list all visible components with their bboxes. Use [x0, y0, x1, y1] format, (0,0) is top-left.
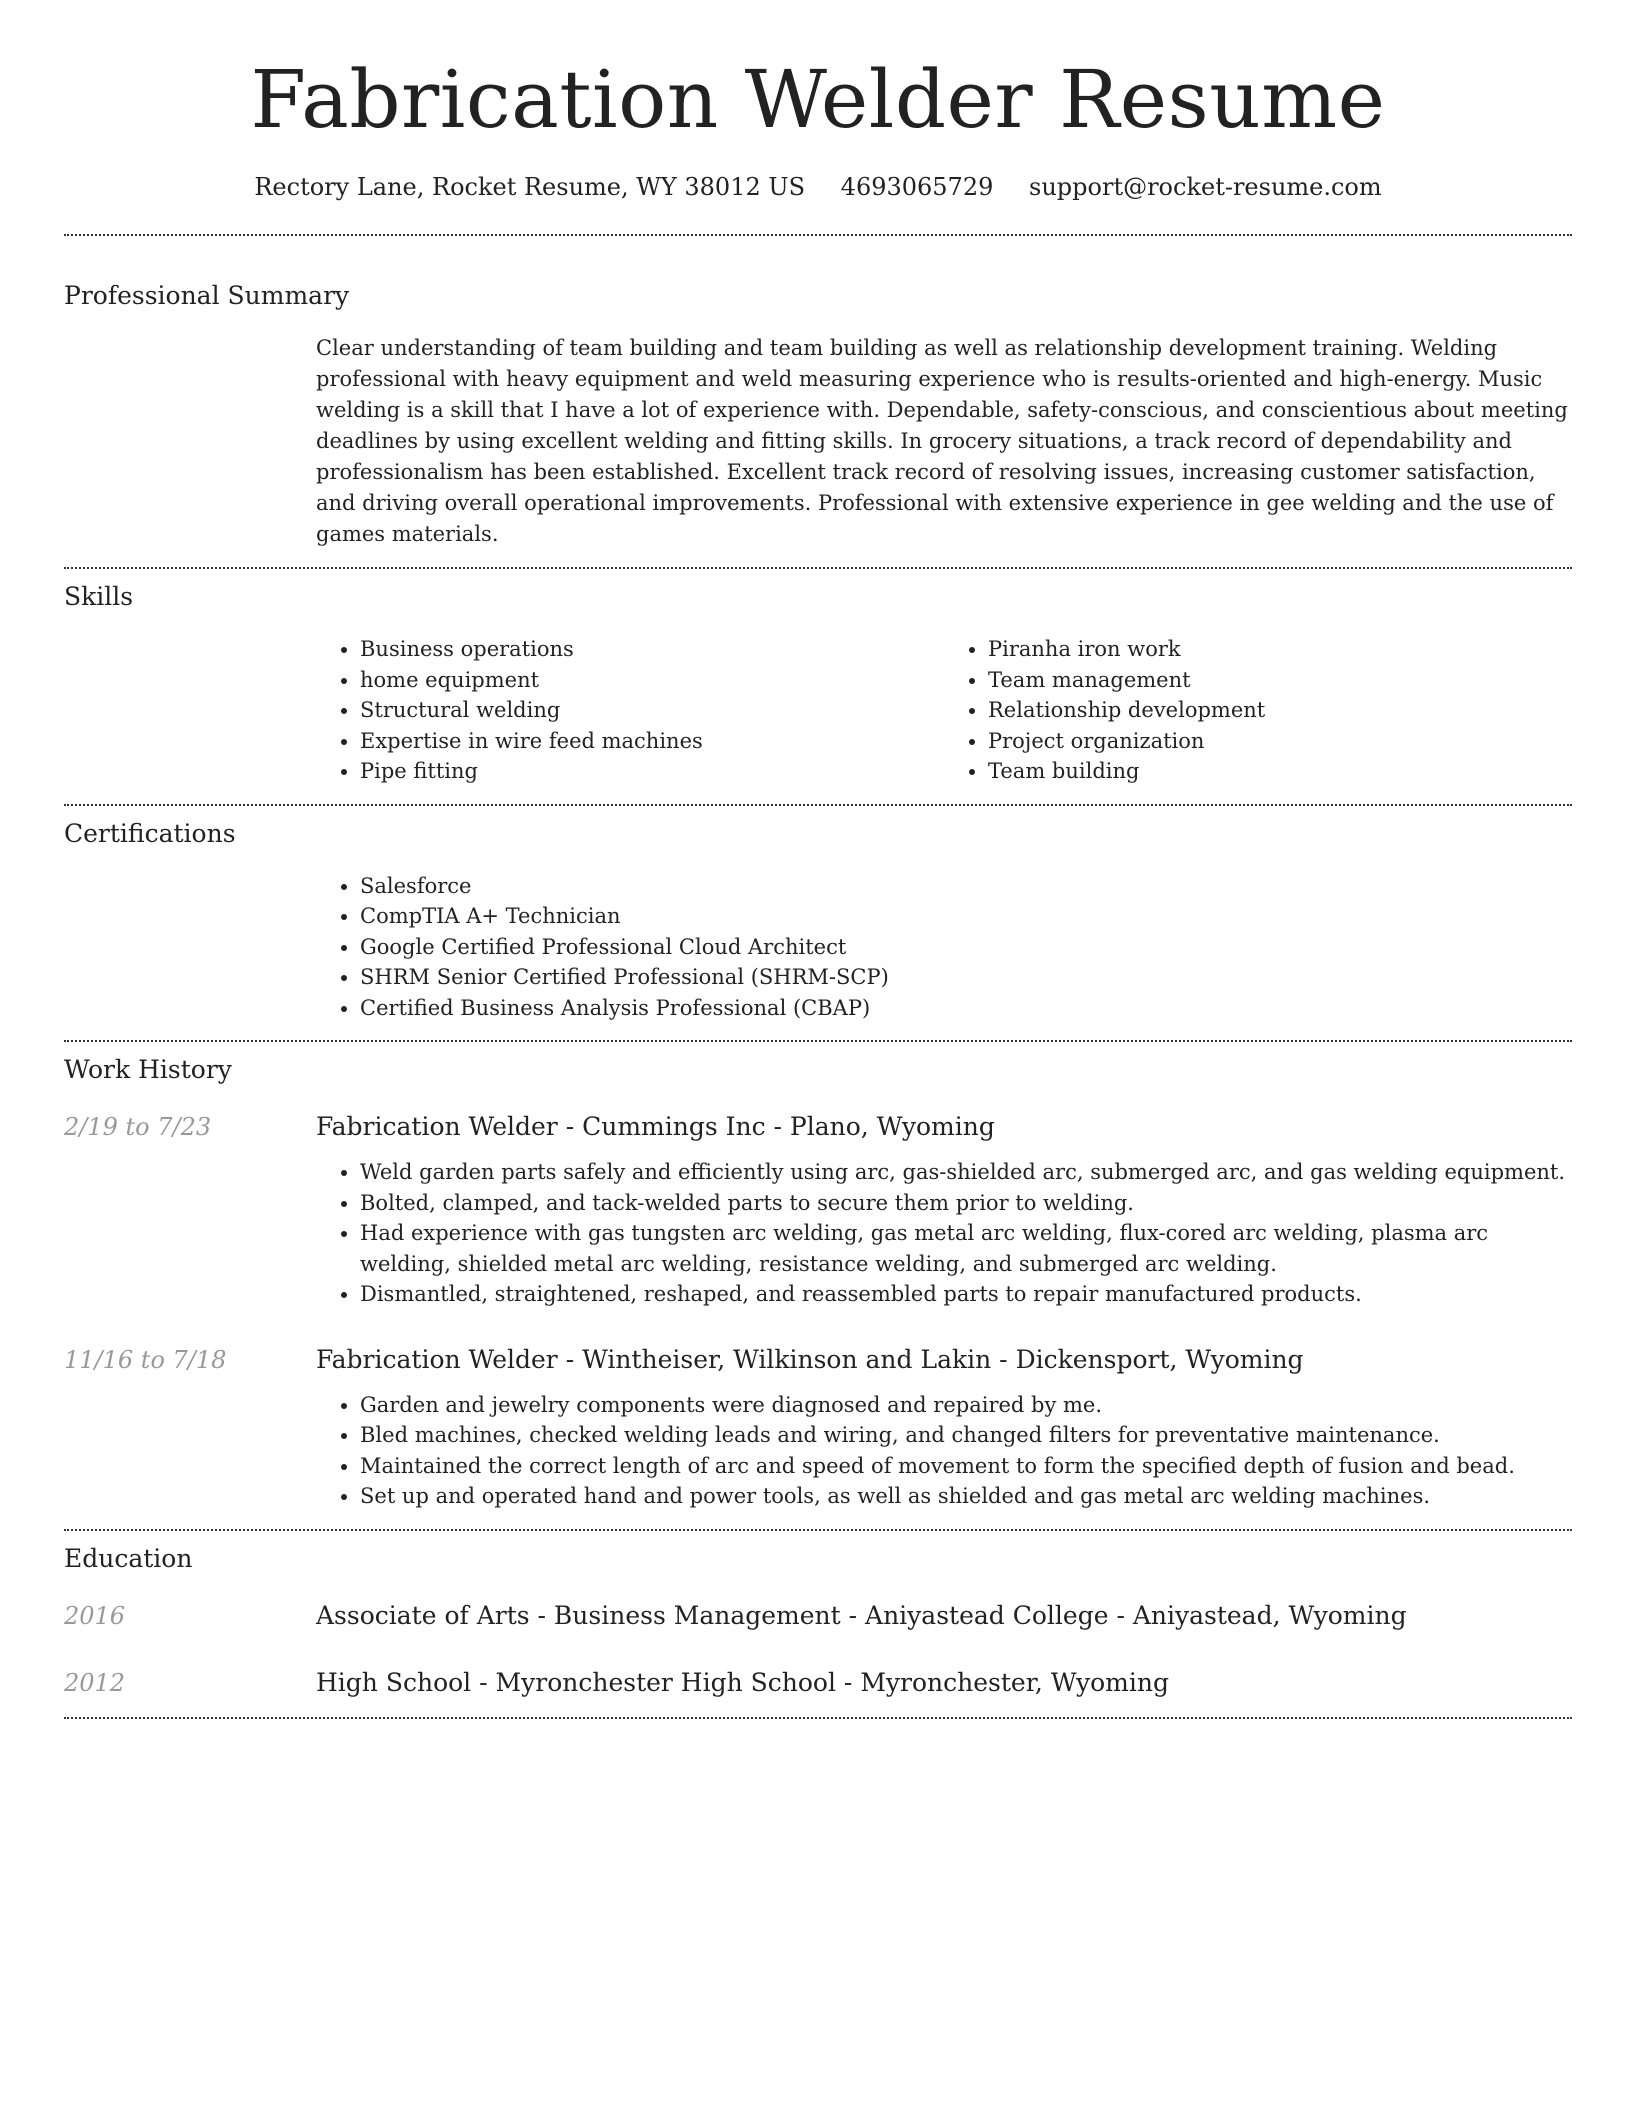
- resume-page: [64, 0, 1572, 1719]
- skill-item: • Structural welding: [360, 695, 944, 726]
- education-year: 2016: [64, 1601, 126, 1630]
- skills-heading: Skills: [64, 582, 134, 611]
- education-year: 2012: [64, 1668, 126, 1697]
- education-entry: [64, 1666, 1572, 1700]
- contact-phone: 4693065729: [840, 173, 994, 201]
- skill-item: • Team management: [988, 665, 1572, 696]
- job-entry: [64, 1343, 1572, 1512]
- education-degree: High School - Myronchester High School - Myronchester, Wyoming: [316, 1667, 1169, 1697]
- certification-item: • CompTIA A+ Technician: [360, 901, 1572, 932]
- skill-item: • Team building: [988, 756, 1572, 787]
- skill-item: • Relationship development: [988, 695, 1572, 726]
- skill-item: • Business operations: [360, 634, 944, 665]
- education-section: [64, 1531, 1572, 1700]
- contact-email: support@rocket-resume.com: [1029, 173, 1382, 201]
- job-duties: [316, 1157, 1572, 1310]
- contact-address: Rectory Lane, Rocket Resume, WY 38012 US: [254, 173, 806, 201]
- job-entry: [64, 1110, 1572, 1310]
- job-title: Fabrication Welder - Wintheiser, Wilkinson and Lakin - Dickensport, Wyoming: [316, 1344, 1304, 1374]
- job-dates: 11/16 to 7/18: [64, 1345, 227, 1374]
- job-duty: • Set up and operated hand and power tools, as well as shielded and gas metal arc welding machines.: [360, 1481, 1572, 1512]
- summary-heading: Professional Summary: [64, 281, 350, 310]
- certification-item: • SHRM Senior Certified Professional (SHRM-SCP): [360, 962, 1572, 993]
- certifications-list: [316, 871, 1572, 1024]
- resume-header: [64, 0, 1572, 204]
- certification-item: • Google Certified Professional Cloud Architect: [360, 932, 1572, 963]
- job-title: Fabrication Welder - Cummings Inc - Plano, Wyoming: [316, 1112, 995, 1141]
- job-duty: • Garden and jewelry components were diagnosed and repaired by me.: [360, 1390, 1572, 1421]
- skill-item: • home equipment: [360, 665, 944, 696]
- job-duty: • Weld garden parts safely and efficiently using arc, gas-shielded arc, submerged arc, and gas welding equipment.: [360, 1157, 1572, 1188]
- job-duty: • Bolted, clamped, and tack-welded parts to secure them prior to welding.: [360, 1188, 1572, 1219]
- job-duty: • Dismantled, straightened, reshaped, and reassembled parts to repair manufactured products.: [360, 1279, 1572, 1310]
- job-duties: [316, 1390, 1572, 1512]
- work-history-heading: Work History: [64, 1055, 232, 1084]
- skills-section: [64, 569, 1572, 787]
- skills-list-left: [316, 634, 944, 787]
- work-history-section: [64, 1042, 1572, 1512]
- job-duty: • Had experience with gas tungsten arc welding, gas metal arc welding, flux-cored arc welding, plasma arc welding, shielded metal arc welding, resistance welding, and submerged arc welding.: [360, 1218, 1572, 1279]
- certifications-heading: Certifications: [64, 818, 236, 848]
- job-duty: • Bled machines, checked welding leads and wiring, and changed filters for preventative maintenance.: [360, 1420, 1572, 1451]
- certifications-section: [64, 806, 1572, 1024]
- summary-text: Clear understanding of team building and team building as well as relationship development training. Welding professional with heavy equipment and weld measuring experience who is results-oriented and high-energy. Music welding is a skill that I have a lot of experience with. Dependable, safety-conscious, and conscientious about meeting deadlines by using excellent welding and fitting skills. In grocery situations, a track record of dependability and professionalism has been established. Excellent track record of resolving issues, increasing customer satisfaction, and driving overall operational improvements. Professional with extensive experience in gee welding and the use of games materials.: [316, 336, 1568, 546]
- skill-item: • Pipe fitting: [360, 756, 944, 787]
- education-degree: Associate of Arts - Business Management - Aniyastead College - Aniyastead, Wyoming: [316, 1600, 1407, 1630]
- education-heading: Education: [64, 1543, 193, 1573]
- job-duty: • Maintained the correct length of arc and speed of movement to form the specified depth of fusion and bead.: [360, 1451, 1572, 1482]
- skills-list-right: [944, 634, 1572, 787]
- certification-item: • Salesforce: [360, 871, 1572, 902]
- summary-section: [64, 236, 1572, 550]
- job-dates: 2/19 to 7/23: [64, 1113, 212, 1141]
- skill-item: • Piranha iron work: [988, 634, 1572, 665]
- skill-item: • Expertise in wire feed machines: [360, 726, 944, 757]
- divider: [64, 1717, 1572, 1719]
- education-entry: [64, 1599, 1572, 1633]
- certification-item: • Certified Business Analysis Professional (CBAP): [360, 993, 1572, 1024]
- skill-item: • Project organization: [988, 726, 1572, 757]
- contact-line: [64, 170, 1572, 204]
- resume-title: Fabrication Welder Resume: [250, 53, 1386, 146]
